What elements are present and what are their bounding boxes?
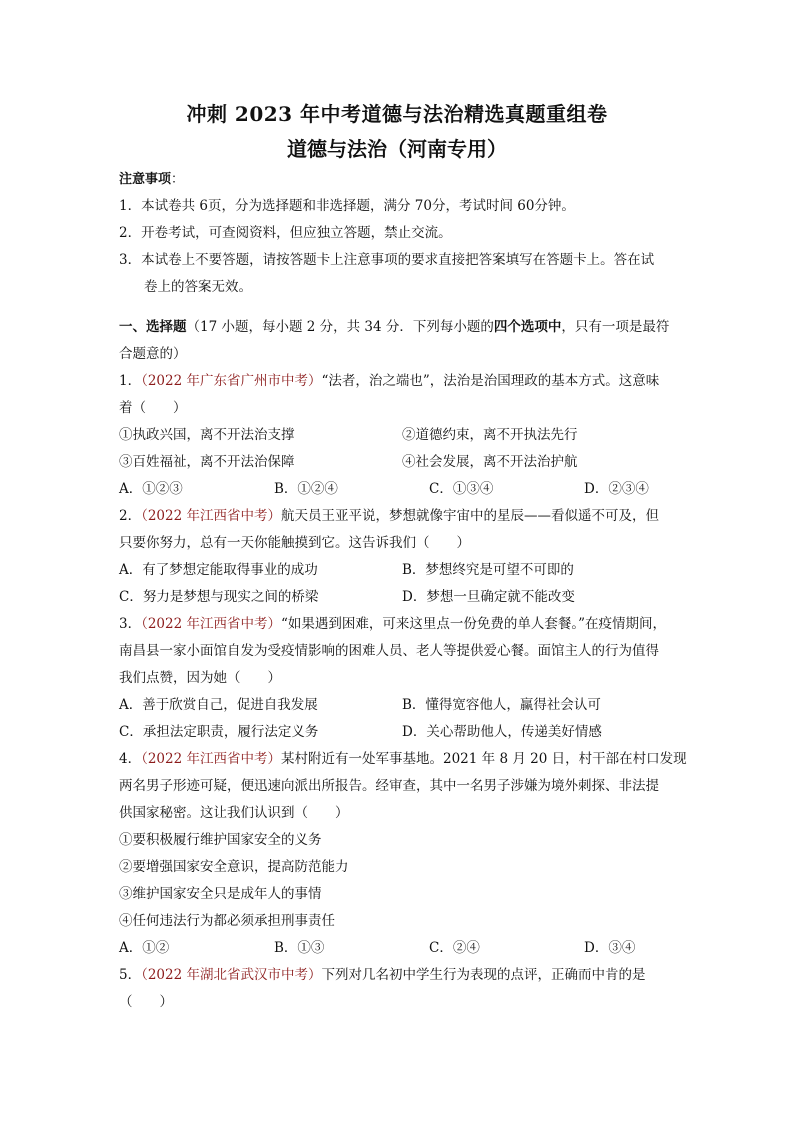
question-3-options-row-1: [119, 692, 685, 719]
option-b: B．①③: [274, 940, 325, 956]
question-5-stem: [119, 962, 685, 989]
question-4-stem: [119, 746, 685, 773]
notice-heading: [119, 166, 685, 193]
question-2-stem: [119, 503, 685, 530]
section-desc-2: ，只有一项是最符: [561, 319, 670, 335]
question-1-statements-row-1: [119, 422, 685, 449]
notice-heading-text: 注意事项: [119, 172, 172, 187]
option-d: D．关心帮助他人，传递美好情感: [402, 724, 602, 740]
question-text: 航天员王亚平说，梦想就像宇宙中的星辰——看似遥不可及，但: [281, 508, 659, 524]
option-b: B．懂得宽容他人，赢得社会认可: [402, 697, 601, 713]
question-1-stem-cont: 着（ ）: [119, 400, 187, 416]
question-2-stem-cont: 只要你努力，总有一天你能触摸到它。这告诉我们（ ）: [119, 535, 470, 551]
question-number: 3．: [119, 616, 142, 632]
question-5-stem-cont: （ ）: [119, 994, 173, 1010]
exam-title: 冲刺 2023 年中考道德与法治精选真题重组卷: [186, 102, 608, 126]
section-prefix: 一、: [119, 319, 146, 335]
question-number: 4．: [119, 751, 142, 767]
option-a: A．善于欣赏自己，促进自我发展: [119, 697, 318, 713]
option-d: D．③④: [584, 940, 636, 956]
question-3-stem-cont-2: 我们点赞，因为她（ ）: [119, 670, 281, 686]
option-c: C．①③④: [429, 481, 494, 497]
question-text: “法者，治之端也”，法治是治国理政的基本方式。这意味: [321, 373, 660, 389]
option-a: A．有了梦想定能取得事业的成功: [119, 562, 318, 578]
question-1-stem: [119, 368, 685, 395]
option-d: D．梦想一旦确定就不能改变: [402, 589, 575, 605]
statement: ③百姓福祉，离不开法治保障: [119, 454, 295, 470]
notice-item-1: 1．本试卷共 6页，分为选择题和非选择题，满分 70分，考试时间 60分钟。: [119, 198, 575, 214]
question-number: 5．: [119, 967, 142, 983]
question-source: （2022 年广东省广州市中考）: [141, 373, 322, 389]
option-b: B．梦想终究是可望不可即的: [402, 562, 574, 578]
statement: ①要积极履行维护国家安全的义务: [119, 832, 322, 848]
statement: ④任何违法行为都必须承担刑事责任: [119, 913, 335, 929]
statement: ②要增强国家安全意识，提高防范能力: [119, 859, 349, 875]
question-source: （2022 年江西省中考）: [141, 616, 281, 632]
question-4-options: [119, 935, 685, 962]
question-text: 某村附近有一处军事基地。2021 年 8 月 20 日，村干部在村口发现: [281, 751, 687, 767]
question-1-options: [119, 476, 685, 503]
question-source: （2022 年江西省中考）: [141, 508, 281, 524]
question-3-stem-cont: 南昌县一家小面馆自发为受疫情影响的困难人员、老人等提供爱心餐。面馆主人的行为值得: [119, 643, 659, 659]
question-text: 下列对几名初中学生行为表现的点评，正确而中肯的是: [321, 967, 646, 983]
notice-heading-colon: ：: [171, 172, 185, 187]
option-c: C．承担法定职责，履行法定义务: [119, 724, 319, 740]
question-source: （2022 年江西省中考）: [141, 751, 281, 767]
exam-content: [119, 166, 685, 1016]
option-a: A．①②③: [119, 481, 183, 497]
notice-item-3-cont: 卷上的答案无效。: [144, 279, 252, 295]
option-a: A．①②: [119, 940, 170, 956]
question-3-options-row-2: [119, 719, 685, 746]
statement: ③维护国家安全只是成年人的事情: [119, 886, 322, 902]
question-2-options-row-2: [119, 584, 685, 611]
option-c: C．努力是梦想与现实之间的桥梁: [119, 589, 319, 605]
statement: ①执政兴国，离不开法治支撑: [119, 427, 295, 443]
section-name: 选择题: [146, 319, 187, 335]
exam-subtitle: 道德与法治（河南专用）: [287, 137, 507, 161]
question-4-stem-cont: 两名男子形迹可疑，便迅速向派出所报告。经审查，其中一名男子涉嫌为境外刺探、非法提: [119, 778, 659, 794]
question-2-options-row-1: [119, 557, 685, 584]
section-heading-cont: 合题意的）: [119, 346, 187, 362]
statement: ④社会发展，离不开法治护航: [402, 454, 578, 470]
section-gap: [119, 301, 685, 314]
option-b: B．①②④: [274, 481, 338, 497]
option-c: C．②④: [429, 940, 480, 956]
notice-item-3: 3．本试卷上不要答题，请按答题卡上注意事项的要求直接把答案填写在答题卡上。答在试: [119, 252, 655, 268]
question-4-stem-cont-2: 供国家秘密。这让我们认识到（ ）: [119, 805, 349, 821]
question-number: 2．: [119, 508, 142, 524]
question-3-stem: [119, 611, 685, 638]
section-emphasis: 四个选项中: [493, 319, 562, 335]
question-number: 1．: [119, 373, 142, 389]
question-text: “如果遇到困难，可来这里点一份免费的单人套餐。”在疫情期间，: [281, 616, 667, 632]
option-d: D．②③④: [584, 481, 649, 497]
section-heading: [119, 314, 685, 341]
statement: ②道德约束，离不开执法先行: [402, 427, 578, 443]
question-1-statements-row-2: [119, 449, 685, 476]
question-source: （2022 年湖北省武汉市中考）: [141, 967, 322, 983]
section-desc-1: （17 小题，每小题 2 分，共 34 分．下列每小题的: [186, 319, 494, 335]
notice-item-2: 2．开卷考试，可查阅资料，但应独立答题，禁止交流。: [119, 225, 452, 241]
